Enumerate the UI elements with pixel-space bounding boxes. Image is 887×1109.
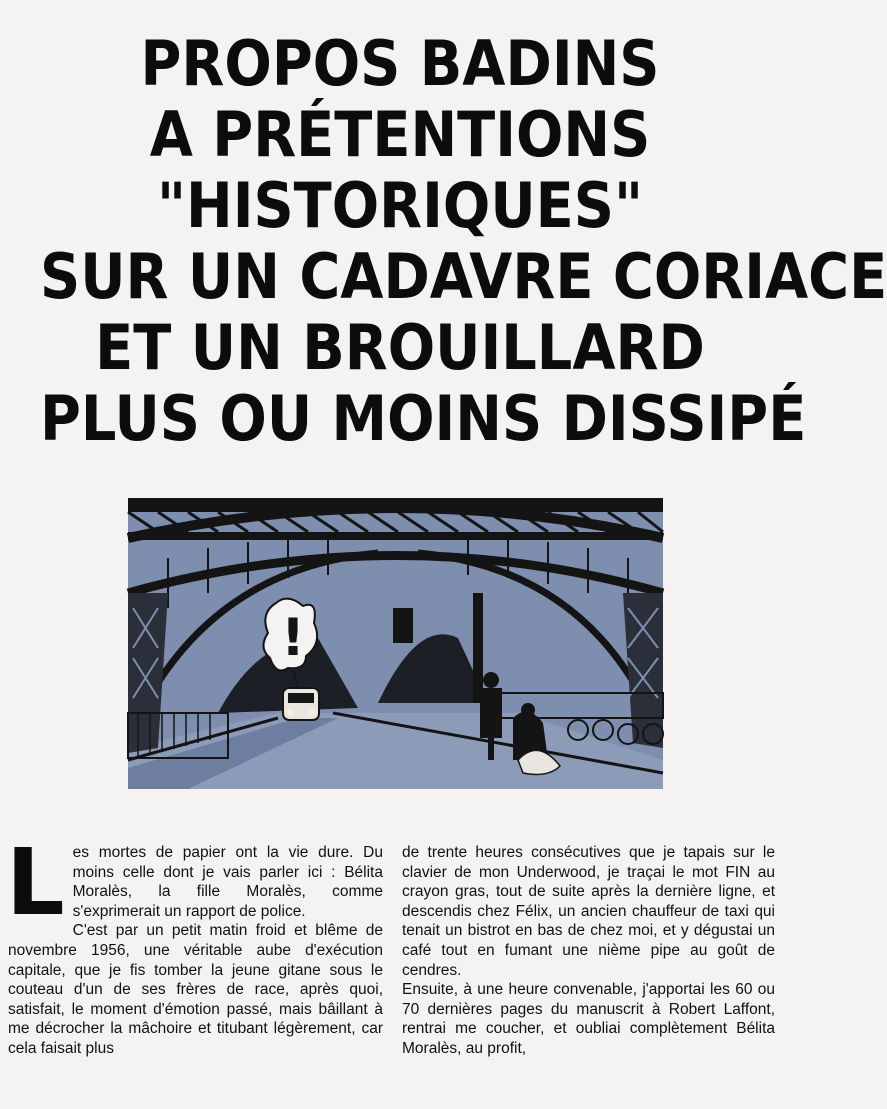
article-paragraph: de trente heures consécutives que je tapais sur le clavier de mon Underwood, je traçai le mot FIN au crayon gras, tout de suite après la dernière ligne, et descendis chez Félix, un ancien chauffeur de taxi qui tenait un bistrot en bas de chez moi, et y dégustai un café tout en fumant une nième pipe au goût de cendres. xyxy=(402,844,775,979)
exclamation-bubble-text: ! xyxy=(281,608,305,668)
title-line-5: ET UN BROUILLARD xyxy=(95,311,705,384)
title-line-4: SUR UN CADAVRE CORIACE xyxy=(40,240,887,313)
article-column-right xyxy=(402,843,775,1059)
bridge-scene-drawing xyxy=(128,498,663,789)
article-column-left xyxy=(6,829,383,1059)
article-paragraph: es mortes de papier ont la vie dure. Du moins celle dont je vais parler ici : Bélita Moralès, la fille Moralès, comme s'exprimerait un rapport de police. xyxy=(72,844,383,920)
comic-panel-illustration xyxy=(128,498,663,789)
title-line-6: PLUS OU MOINS DISSIPÉ xyxy=(40,382,807,455)
title-line-2: A PRÉTENTIONS xyxy=(149,98,651,171)
drop-cap-letter: L xyxy=(6,829,65,936)
title-line-3: "HISTORIQUES" xyxy=(156,169,644,242)
title-line-1: PROPOS BADINS xyxy=(140,27,660,100)
article-paragraph: C'est par un petit matin froid et blême de novembre 1956, une véritable aube d'exécution capitale, que je fis tomber la jeune gitane sous le couteau d'un de ses frères de race, après quoi, satisfait, le moment d'émotion passé, mais bâillant à me décrocher la mâchoire et titubant légèrement, car cela faisait plus xyxy=(8,922,383,1057)
article-title xyxy=(40,27,887,455)
article-paragraph: Ensuite, à une heure convenable, j'apportai les 60 ou 70 dernières pages du manuscrit à Robert Laffont, rentrai me coucher, et oubliai complètement Bélita Moralès, au profit, xyxy=(402,981,775,1057)
